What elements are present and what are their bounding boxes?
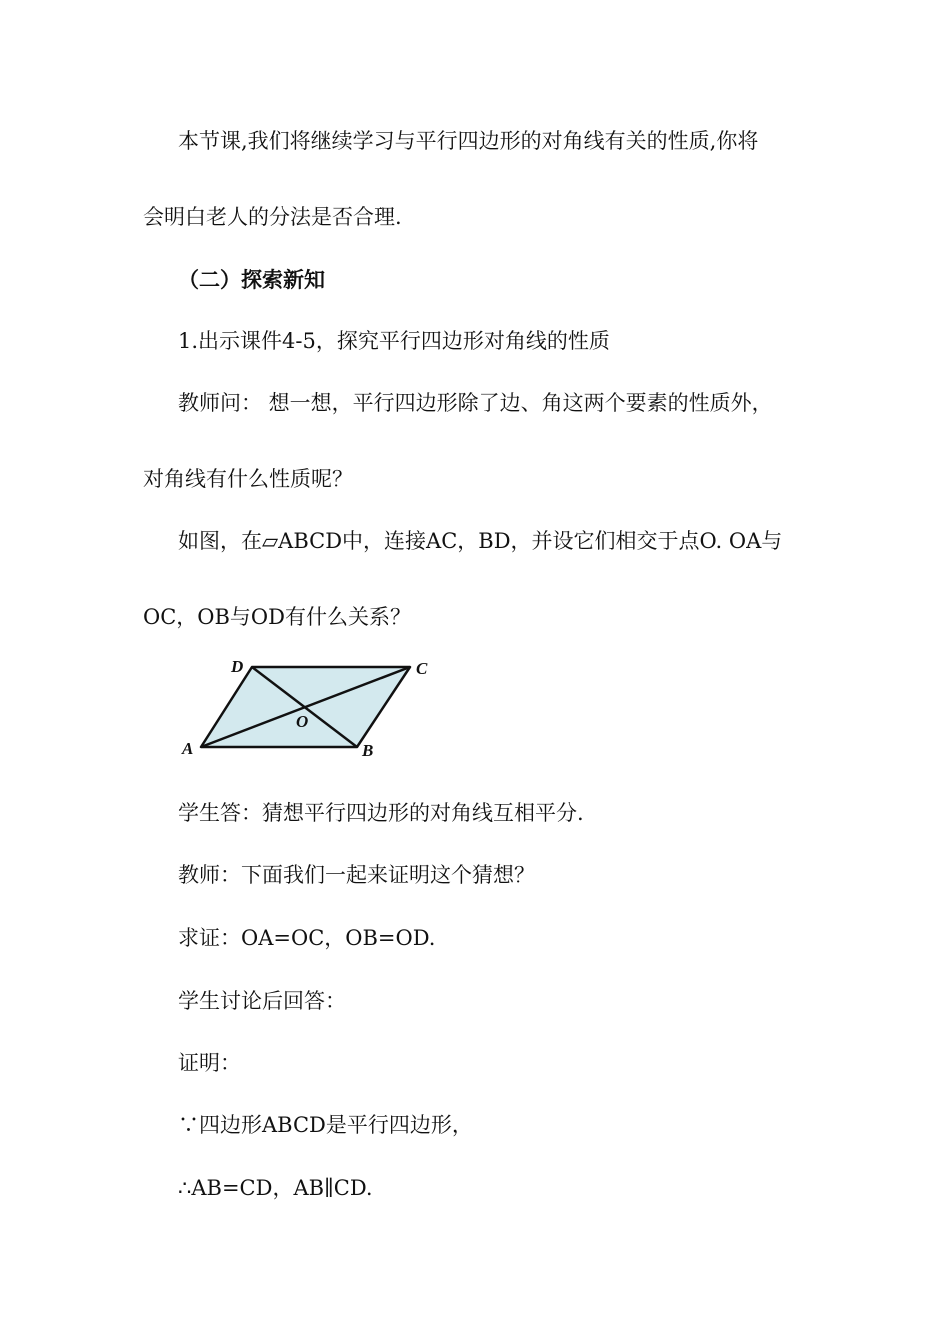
student-answer: 学生答：猜想平行四边形的对角线互相平分. xyxy=(178,801,584,825)
intersection-label-o: O xyxy=(296,712,309,731)
proof-therefore: ∴AB=CD，AB∥CD. xyxy=(178,1176,373,1200)
teacher-question-line2: 对角线有什么性质呢？ xyxy=(143,467,353,491)
student-discussion: 学生讨论后回答： xyxy=(178,989,346,1013)
proof-because: ∵四边形ABCD是平行四边形， xyxy=(178,1113,473,1137)
item-1: 1.出示课件4-5，探究平行四边形对角线的性质 xyxy=(178,329,610,353)
paragraph-intro-line2: 会明白老人的分法是否合理. xyxy=(143,205,402,229)
vertex-label-c: C xyxy=(416,659,428,678)
parallelogram-figure xyxy=(180,655,430,763)
vertex-label-a: A xyxy=(182,739,194,758)
vertex-label-d: D xyxy=(231,657,244,676)
proof-label: 证明： xyxy=(178,1051,241,1075)
paragraph-intro-line1: 本节课,我们将继续学习与平行四边形的对角线有关的性质,你将 xyxy=(178,129,759,153)
teacher-prove: 教师：下面我们一起来证明这个猜想？ xyxy=(178,863,535,887)
teacher-question-line1: 教师问： 想一想，平行四边形除了边、角这两个要素的性质外， xyxy=(178,391,773,415)
section-heading: （二）探索新知 xyxy=(178,268,325,292)
figure-description-line2: OC，OB与OD有什么关系？ xyxy=(143,605,411,629)
figure-description-line1: 如图，在▱ABCD中，连接AC，BD，并设它们相交于点O. OA与 xyxy=(178,529,783,553)
vertex-label-b: B xyxy=(362,741,374,760)
to-prove: 求证：OA=OC，OB=OD. xyxy=(178,926,436,950)
